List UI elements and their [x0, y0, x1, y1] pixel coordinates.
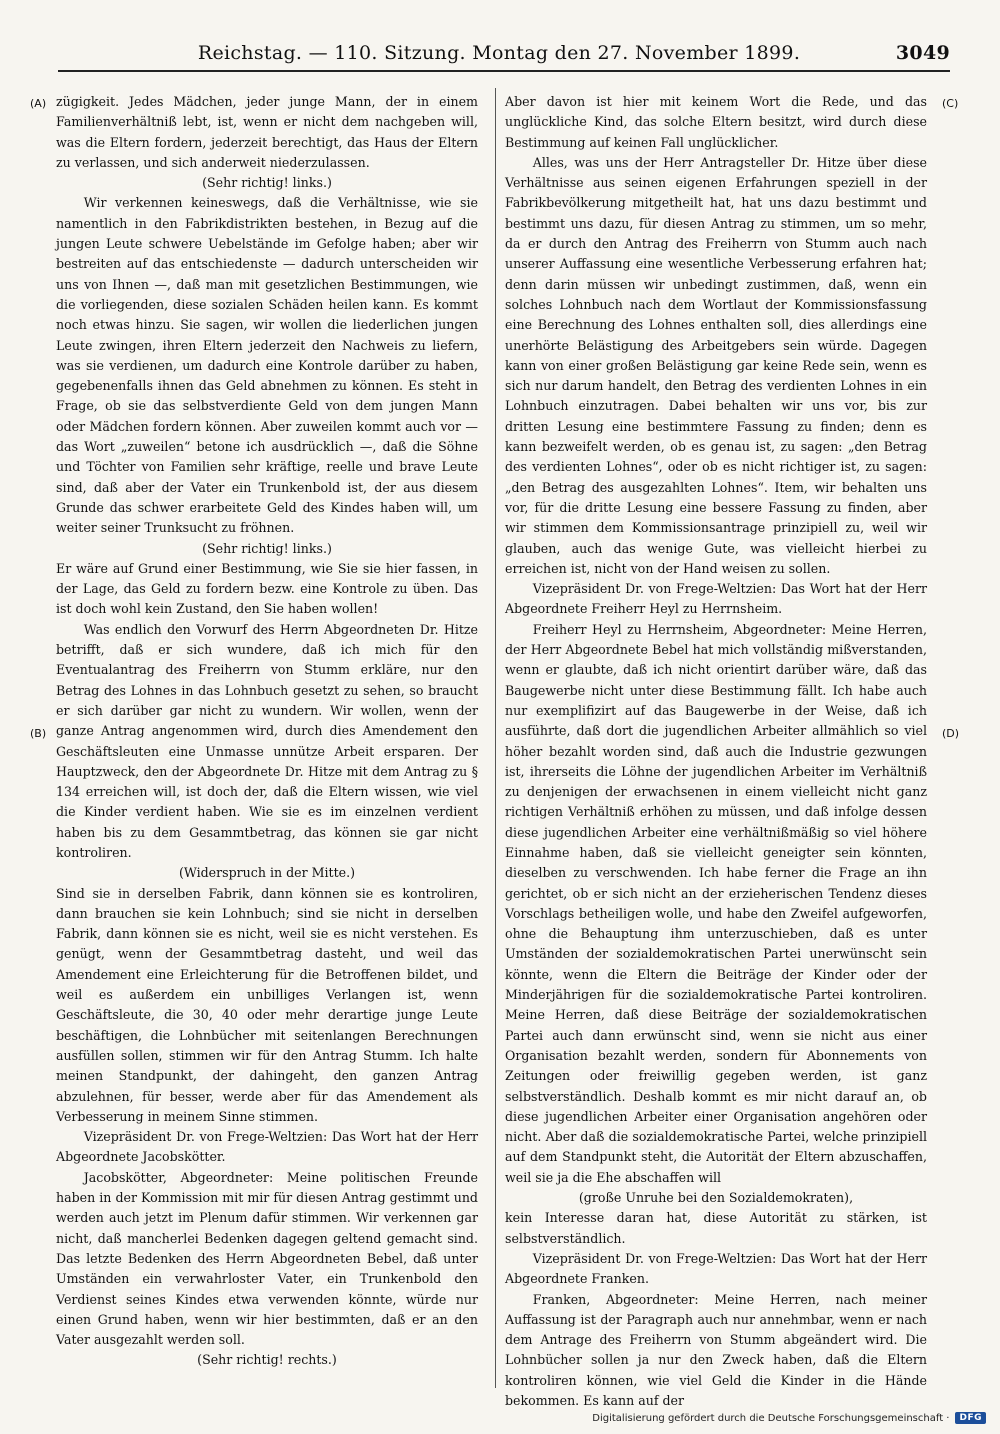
paragraph: Aber davon ist hier mit keinem Wort die Rede, und das unglückliche Kind, das solche Eltern besitzt, wird durch diese Bestimmung auf keinen Fall unglücklicher.	[505, 94, 927, 150]
paragraph: (Widerspruch in der Mitte.)	[178, 865, 356, 881]
left-column	[56, 92, 478, 1384]
paragraph: Wir verkennen keineswegs, daß die Verhältnisse, wie sie namentlich in den Fabrikdistrikten bestehen, in Bezug auf die jungen Leute schwere Uebelstände im Gefolge haben; aber wir bestreiten auf das entschiedenste — dadurch unterscheiden wir uns von Ihnen —, daß man mit gesetzlichen Bestimmungen, wie die vorliegenden, diese sozialen Schäden heilen kann. Es kommt noch etwas hinzu. Sie sagen, wir wollen die liederlichen jungen Leute zwingen, ihren Eltern jederzeit den Nachweis zu liefern, was sie verdienen, um dadurch eine Kontrole darüber zu haben, gegebenenfalls ihnen das Geld abnehmen zu können. Es steht in Frage, ob sie das selbstverdiente Geld von dem jungen Mann oder Mädchen fordern können. Aber zuweilen kommt auch vor — das Wort „zuweilen“ betone ich ausdrücklich —, daß die Söhne und Töchter von Familien sehr kräftige, reelle und brave Leute sind, daß aber der Vater ein Trunkenbold ist, der aus diesem Grunde das schwer erarbeitete Geld des Kindes haben will, um weiter seiner Trunksucht zu fröhnen.	[56, 195, 478, 536]
page-number: 3049	[895, 42, 950, 64]
paragraph: Vizepräsident Dr. von Frege-Weltzien: Das Wort hat der Herr Abgeordnete Franken.	[505, 1250, 927, 1287]
paragraph: (Sehr richtig! links.)	[202, 175, 332, 191]
paragraph: Franken, Abgeordneter: Meine Herren, nach meiner Auffassung ist der Paragraph auch nur annehmbar, wenn er nach dem Antrage des Freiherrn von Stumm abgeändert wird. Die Lohnbücher sollen ja nur den Zweck haben, daß die Eltern kontroliren können, wie viel Geld die Kinder in die Hände bekommen. Es kann auf der	[505, 1291, 927, 1408]
header-rule	[58, 70, 950, 72]
paragraph: Vizepräsident Dr. von Frege-Weltzien: Das Wort hat der Herr Abgeordnete Freiherr Heyl zu Herrnsheim.	[505, 581, 927, 617]
paragraph: Sind sie in derselben Fabrik, dann können sie es kontroliren, dann brauchen sie kein Lohnbuch; sind sie nicht in derselben Fabrik, dann können sie es nicht, weil sie es nicht verstehen. Es genügt, wenn der Gesammtbetrag dasteht, und weil das Amendement eine Erleichterung für die Betroffenen bildet, und weil es außerdem ein unbilliges Verlangen ist, wenn Geschäftsleute, die 30, 40 oder mehr derartige junge Leute beschäftigen, die Lohnbücher mit seitenlangen Berechnungen ausfüllen sollen, stimmen wir für den Antrag Stumm. Ich halte meinen Standpunkt, der dahingeht, den ganzen Antrag abzulehnen, für besser, werde aber für das Amendement als Verbesserung in meinem Sinne stimmen.	[56, 885, 478, 1124]
paragraph: (Sehr richtig! links.)	[202, 540, 332, 556]
margin-marker-d: (D)	[942, 727, 960, 740]
paragraph: Vizepräsident Dr. von Frege-Weltzien: Das Wort hat der Herr Abgeordnete Jacobskötter.	[56, 1129, 478, 1165]
paragraph: Alles, was uns der Herr Antragsteller Dr. Hitze über diese Verhältnisse aus seinen eigenen Erfahrungen speziell in der Fabrikbevölkerung mitgetheilt hat, hat uns dazu bestimmt und bestimmt uns dazu, für diesen Antrag zu stimmen, um so mehr, da er durch den Antrag des Freiherrn von Stumm auch nach unserer Auffassung eine wesentliche Verbesserung erfahren hat; denn darin müssen wir unbedingt zustimmen, daß, wenn ein solches Lohnbuch nach dem Wortlaut der Kommissionsfassung eine Berechnung des Lohnes enthalten soll, dies allerdings eine unerhörte Belästigung des Arbeitgebers sein würde. Dagegen kann von einer großen Belästigung gar keine Rede sein, wenn es sich nur darum handelt, den Betrag des verdienten Lohnes in ein Lohnbuch einzutragen. Dabei behalten wir uns vor, bis zur dritten Lesung eine bestimmtere Fassung zu finden; denn es kann bezweifelt werden, ob es genau ist, zu sagen: „den Betrag des verdienten Lohnes“, oder ob es nicht richtiger ist, zu sagen: „den Betrag des ausgezahlten Lohnes“. Item, wir behalten uns vor, für die dritte Lesung eine bessere Fassung zu finden, aber wir stimmen dem Kommissionsantrage prinzipiell zu, weil wir glauben, auch das wenige Gute, was vielleicht hierbei zu erreichen ist, nicht von der Hand weisen zu sollen.	[505, 154, 927, 576]
margin-marker-a: (A)	[30, 97, 47, 110]
running-title: Reichstag. — 110. Sitzung. Montag den 27. November 1899.	[197, 42, 801, 64]
margin-marker-c: (C)	[942, 97, 959, 110]
paragraph: (große Unruhe bei den Sozialdemokraten),	[578, 1190, 854, 1206]
column-divider	[495, 88, 496, 1388]
paragraph: (Sehr richtig! rechts.)	[197, 1352, 337, 1368]
paragraph: Was endlich den Vorwurf des Herrn Abgeordneten Dr. Hitze betrifft, daß er sich wundere, daß ich mich für den Eventualantrag des Freiherrn von Stumm erkläre, nur den Betrag des Lohnes in das Lohnbuch gesetzt zu sehen, so braucht er sich darüber gar nicht zu wundern. Wir wollen, wenn der ganze Antrag angenommen wird, durch dies Amendement den Geschäftsleuten eine Unmasse unnütze Arbeit ersparen. Der Hauptzweck, den der Abgeordnete Dr. Hitze mit dem Antrag zu § 134 erreichen will, ist doch der, daß die Eltern wissen, wie viel die Kinder verdient haben. Wie sie es im einzelnen verdient haben bis zu dem Gesammtbetrag, das können sie gar nicht kontroliren.	[56, 621, 478, 860]
dfg-logo: DFG	[955, 1412, 986, 1424]
paragraph: kein Interesse daran hat, diese Autorität zu stärken, ist selbstverständlich.	[505, 1210, 927, 1246]
paragraph: Jacobskötter, Abgeordneter: Meine politischen Freunde haben in der Kommission mit mir für diesen Antrag gestimmt und werden auch jetzt im Plenum dafür stimmen. Wir verkennen gar nicht, daß mancherlei Bedenken dagegen geltend gemacht sind. Das letzte Bedenken des Herrn Abgeordneten Bebel, daß unter Umständen ein verwahrloster Vater, ein Trunkenbold den Verdienst seines Kindes etwa verwenden könnte, würde nur einen Grund haben, wenn wir hier bestimmten, daß er an den Vater ausgezahlt werden soll.	[56, 1169, 478, 1348]
margin-marker-b: (B)	[30, 727, 47, 740]
paragraph: Freiherr Heyl zu Herrnsheim, Abgeordneter: Meine Herren, der Herr Abgeordnete Bebel hat mich vollständig mißverstanden, wenn er glaubte, daß ich nicht orientirt darüber wäre, daß das Baugewerbe nicht unter diese Bestimmung fällt. Ich habe auch nur exemplifizirt auf das Baugewerbe in der Weise, daß ich ausführte, daß dort die jugendlichen Arbeiter allmählich so viel höher bezahlt worden sind, daß auch die Industrie gezwungen ist, ihrerseits die Löhne der jugendlichen Arbeiter im Verhältniß zu denjenigen der erwachsenen in einem vielleicht nicht ganz richtigen Verhältniß erhöhen zu müssen, und daß infolge dessen diese jugendlichen Arbeiter eine verhältnißmäßig so viel höhere Einnahme haben, daß sie vielleicht geneigter sein könnten, dieselben zu verschwenden. Ich habe ferner die Frage an ihn gerichtet, ob er sich nicht an der erzieherischen Tendenz dieses Vorschlags betheiligen wolle, und habe den Zweifel aufgeworfen, ohne die Behauptung ihm unterzuschieben, daß es unter Umständen der sozialdemokratischen Partei unerwünscht sein könnte, wenn die Eltern die Beiträge der Kinder oder der Minderjährigen für die sozialdemokratische Partei kontroliren. Meine Herren, daß diese Beiträge der sozialdemokratischen Partei auch dann erwünscht sind, wenn sie nicht aus einer Organisation bezahlt werden, sondern für Abonnements von Zeitungen oder freiwillig gegeben werden, ist ganz selbstverständlich. Deshalb kommt es mir nicht darauf an, ob diese jugendlichen Arbeiter einer Organisation angehören oder nicht. Aber daß die sozialdemokratische Partei, welche prinzipiell auf dem Standpunkt steht, die Autorität der Eltern abzuschaffen, weil sie ja die Ehe abschaffen will	[505, 621, 927, 1185]
paragraph: zügigkeit. Jedes Mädchen, jeder junge Mann, der in einem Familienverhältniß lebt, ist, wenn er nicht dem nachgeben will, was die Eltern fordern, jederzeit berechtigt, das Haus der Eltern zu verlassen, und sich anderweit niederzulassen.	[56, 94, 478, 170]
paragraph: Er wäre auf Grund einer Bestimmung, wie Sie sie hier fassen, in der Lage, das Geld zu fordern bezw. eine Kontrole zu üben. Das ist doch wohl kein Zustand, den Sie haben wollen!	[56, 560, 478, 617]
digitization-footer	[592, 1412, 986, 1424]
right-column	[505, 92, 927, 1408]
page-header	[58, 40, 950, 68]
footer-credit: Digitalisierung gefördert durch die Deutsche Forschungsgemeinschaft ·	[592, 1412, 950, 1424]
